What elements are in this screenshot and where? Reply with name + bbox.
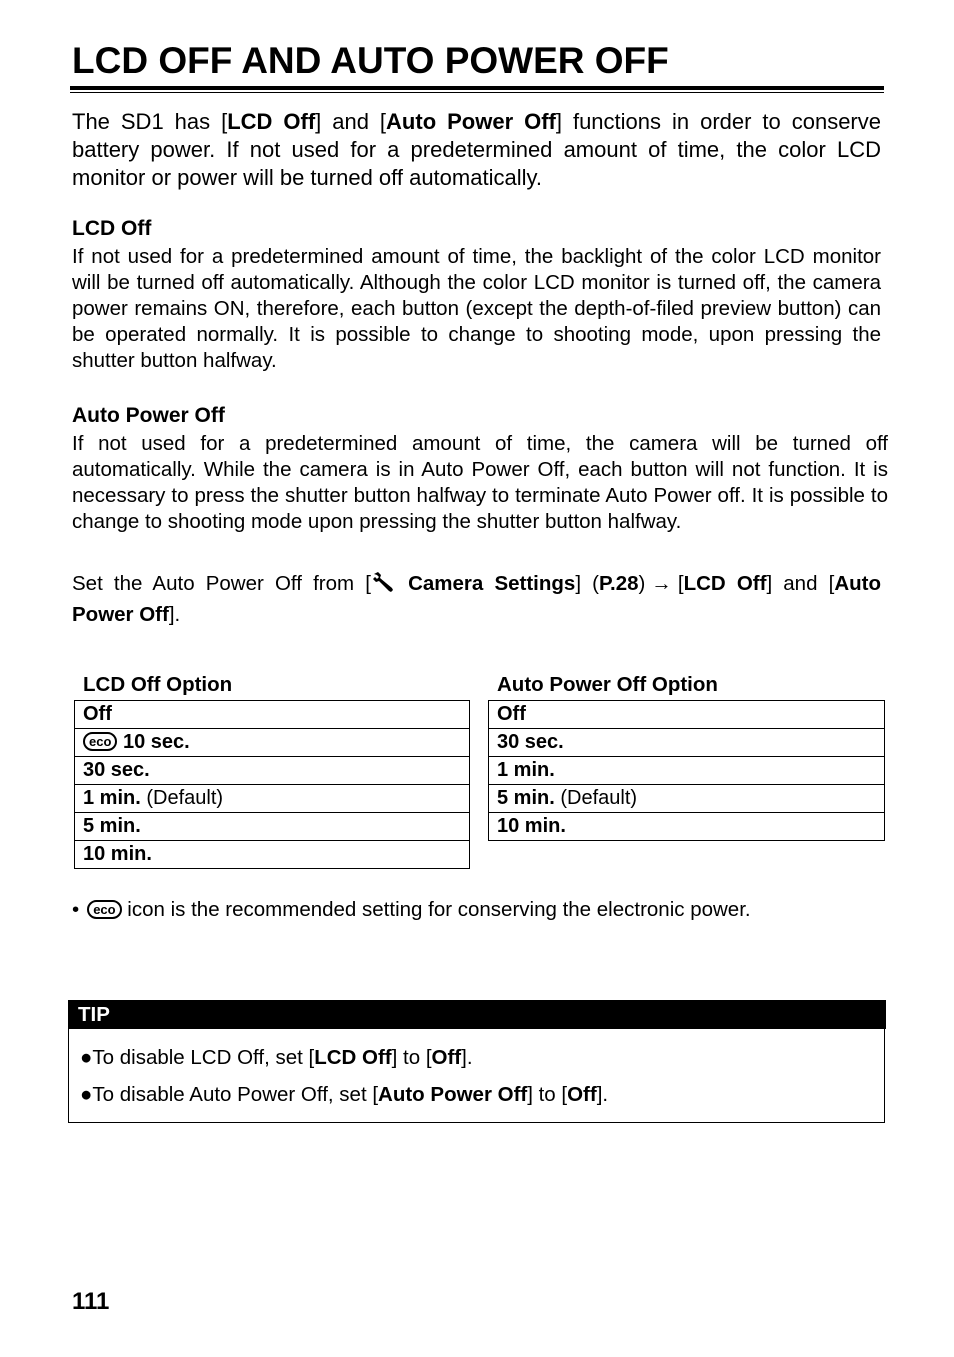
lcd-off-option-label: LCD Off Option <box>83 673 233 696</box>
table-row <box>489 785 885 813</box>
auto-power-off-body: If not used for a predetermined amount of time, the camera will be turned off automatically. While the camera is in Auto Power Off, each button will not function. It is necessary to press the shutter button halfway to terminate Auto Power off. It is possible to change to shooting mode upon pressing the shutter button halfway. <box>72 432 888 533</box>
table-cell: 5 min. (Default) <box>489 785 885 813</box>
set-bold-camera-settings: Camera Settings <box>408 572 576 595</box>
table-row <box>489 757 885 785</box>
set-text-5: ] and [ <box>766 572 835 595</box>
bullet: • <box>72 898 80 921</box>
set-bold-lcd-off: LCD Off <box>683 572 767 595</box>
title-double-rule <box>70 86 884 93</box>
set-bold-auto-power-off: Auto Power Off <box>72 572 882 626</box>
intro-text-3: ] functions in order to conserve battery power. If not used for a predetermined amount of time, the color LCD monitor or power will be turned off automatically. <box>72 109 881 190</box>
intro-bold-lcd-off: LCD Off <box>227 109 316 134</box>
table-row <box>75 841 470 869</box>
set-bold-page-ref: P.28 <box>599 572 639 595</box>
eco-note-text: icon is the recommended setting for conserving the electronic power. <box>127 898 751 921</box>
table-row <box>75 813 470 841</box>
table-row <box>75 701 470 729</box>
intro-paragraph <box>72 108 881 192</box>
table-cell: Off <box>489 701 885 729</box>
table-cell: 1 min. (Default) <box>75 785 470 813</box>
table-row <box>75 785 470 813</box>
auto-power-off-option-table <box>488 700 885 841</box>
table-row <box>75 729 470 757</box>
tip-item: ●To disable LCD Off, set [LCD Off] to [Off]. <box>80 1046 473 1069</box>
table-cell: 30 sec. <box>489 729 885 757</box>
table-cell: 10 min. <box>75 841 470 869</box>
set-text-4: [ <box>677 572 684 595</box>
table-row <box>489 813 885 841</box>
lcd-off-heading: LCD Off <box>72 217 152 240</box>
table-row <box>489 701 885 729</box>
page-title: LCD OFF AND AUTO POWER OFF <box>72 40 669 81</box>
table-cell: Off <box>75 701 470 729</box>
set-text-6: ]. <box>168 603 181 626</box>
table-cell: 30 sec. <box>75 757 470 785</box>
intro-bold-auto-power-off: Auto Power Off <box>386 109 556 134</box>
table-cell: 5 min. <box>75 813 470 841</box>
auto-power-off-heading: Auto Power Off <box>72 404 225 427</box>
table-row <box>75 757 470 785</box>
tip-heading: TIP <box>68 1000 886 1029</box>
lcd-off-body: If not used for a predetermined amount of time, the backlight of the color LCD monitor will be turned off automatically. Although the color LCD monitor is turned off, the camera power remains ON, therefore, each button (except the depth-of-filed preview button) can be operated normally. It is possible to change to shooting mode, upon pressing the shutter button halfway. <box>72 245 881 372</box>
table-cell: eco 10 sec. <box>75 729 470 757</box>
bullet: ● <box>80 1046 93 1069</box>
arrow-right-icon: → <box>651 572 672 595</box>
intro-text-1: The SD1 has [ <box>72 109 228 134</box>
wrench-icon <box>371 571 397 601</box>
set-text-2: ] ( <box>575 572 599 595</box>
lcd-off-option-table <box>74 700 470 869</box>
table-cell: 1 min. <box>489 757 885 785</box>
bullet: ● <box>80 1083 93 1106</box>
intro-text-2: ] and [ <box>315 109 387 134</box>
eco-icon: eco <box>83 732 117 751</box>
table-row <box>489 729 885 757</box>
tip-item: ●To disable Auto Power Off, set [Auto Power Off] to [Off]. <box>80 1083 609 1106</box>
eco-note <box>72 897 881 923</box>
eco-icon: eco <box>87 900 121 919</box>
page-number: 111 <box>72 1288 110 1315</box>
set-text-1: Set the Auto Power Off from [ <box>72 572 371 595</box>
set-instruction <box>72 570 881 629</box>
tip-box <box>68 1029 885 1123</box>
set-text-3: ) <box>638 572 646 595</box>
auto-power-off-option-label: Auto Power Off Option <box>497 673 718 696</box>
table-cell: 10 min. <box>489 813 885 841</box>
